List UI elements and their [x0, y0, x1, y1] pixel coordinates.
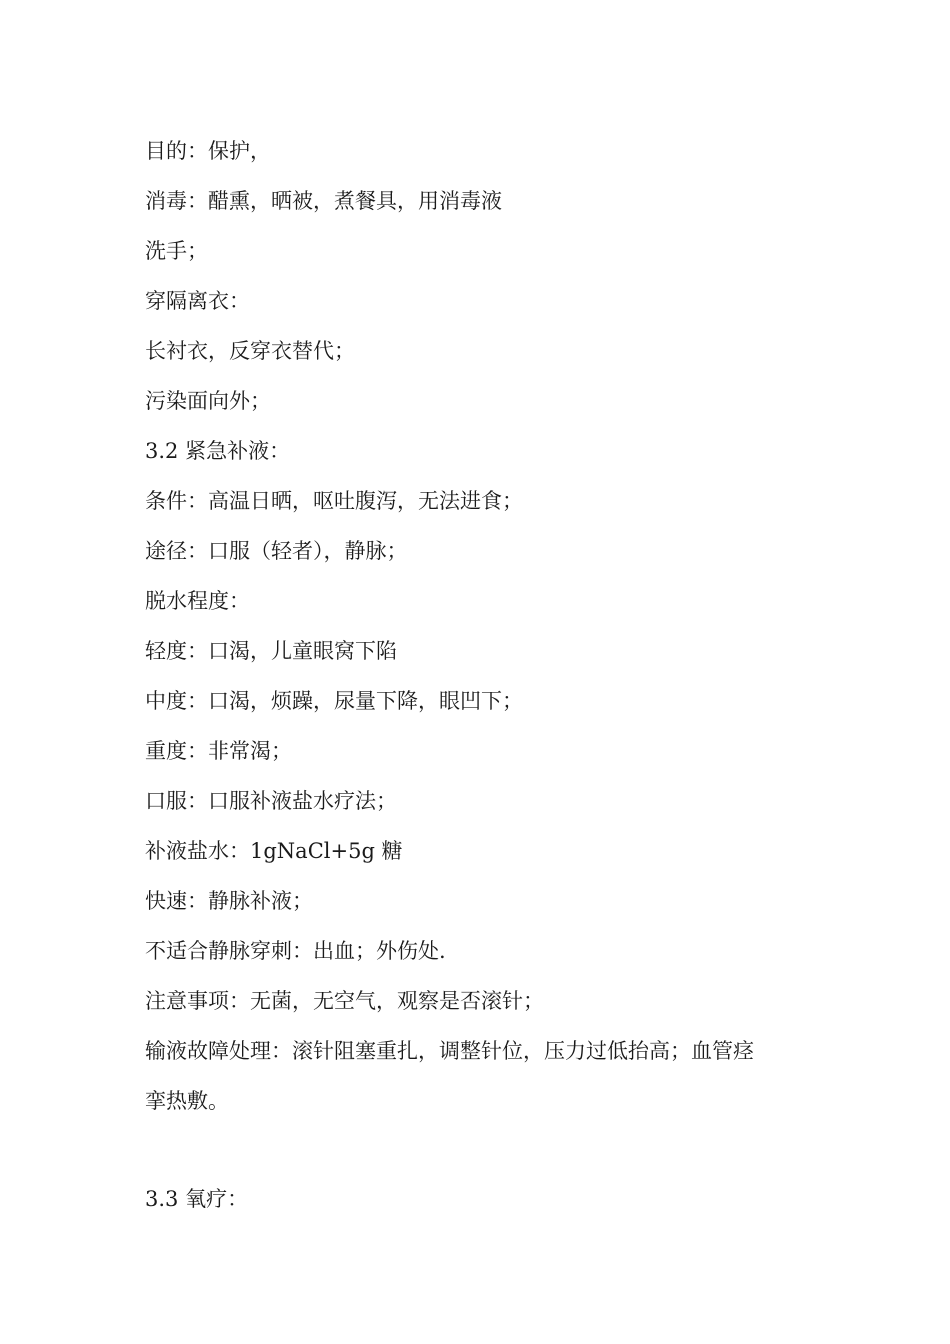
text-line: 补液盐水：1gNaCl+5g 糖: [145, 839, 403, 863]
text-line: 污染面向外；: [145, 389, 271, 413]
text-line: 条件：高温日晒，呕吐腹泻，无法进食；: [145, 489, 523, 513]
text-line: 目的：保护，: [145, 139, 271, 163]
text-line: 长衬衣，反穿衣替代；: [145, 339, 355, 363]
paragraph-spacer: [145, 1134, 815, 1182]
text-line: 穿隔离衣：: [145, 289, 250, 313]
text-line: 注意事项：无菌，无空气，观察是否滚针；: [145, 989, 544, 1013]
text-line: 途径：口服（轻者），静脉；: [145, 539, 408, 563]
text-line: 输液故障处理：滚针阻塞重扎，调整针位，压力过低抬高；血管痉: [145, 1039, 754, 1063]
text-line: 挛热敷。: [145, 1089, 229, 1113]
text-line: 中度：口渴，烦躁，尿量下降，眼凹下；: [145, 689, 523, 713]
text-line: 轻度：口渴，儿童眼窝下陷: [145, 639, 397, 663]
section-heading: 3.3 氧疗：: [145, 1187, 249, 1211]
text-line: 快速：静脉补液；: [145, 889, 313, 913]
text-line: 脱水程度：: [145, 589, 250, 613]
text-line: 口服：口服补液盐水疗法；: [145, 789, 397, 813]
text-line: 重度：非常渴；: [145, 739, 292, 763]
text-line: 消毒：醋熏，晒被，煮餐具，用消毒液: [145, 189, 502, 213]
text-line: 洗手；: [145, 239, 208, 263]
section-heading: 3.2 紧急补液：: [145, 439, 291, 463]
document-body: [145, 134, 815, 1232]
text-line: 不适合静脉穿刺：出血；外伤处.: [145, 939, 446, 963]
